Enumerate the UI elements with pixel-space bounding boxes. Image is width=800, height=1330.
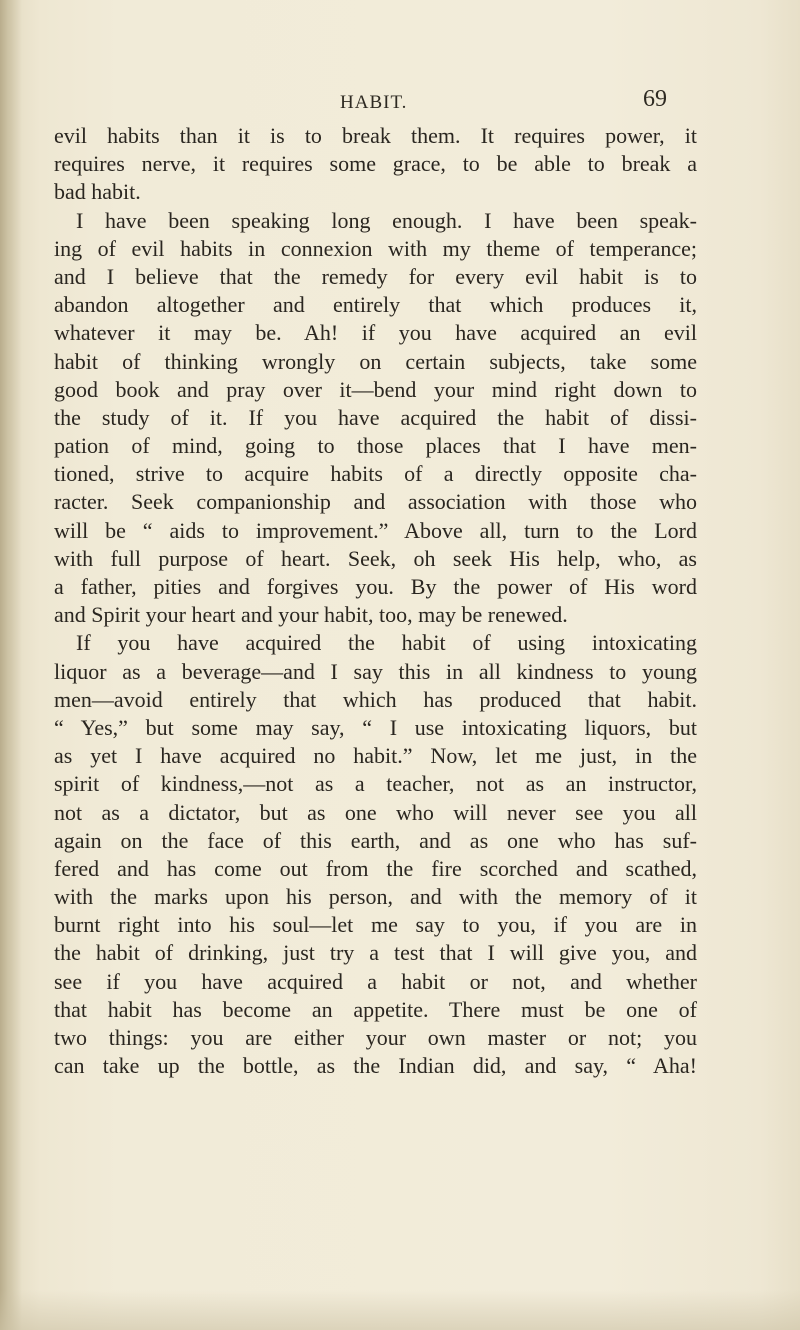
text-line: tioned, strive to acquire habits of a directly opposite cha-: [54, 461, 697, 487]
text-line: fered and has come out from the fire scorched and scathed,: [54, 855, 697, 881]
text-line: ing of evil habits in connexion with my theme of temperance;: [54, 235, 697, 261]
text-line: and I believe that the remedy for every evil habit is to: [54, 263, 697, 289]
page-bottom-shadow: [0, 1290, 800, 1330]
text-line: I have been speaking long enough. I have been speak-: [76, 207, 697, 233]
text-line: as yet I have acquired no habit.” Now, let me just, in the: [54, 743, 697, 769]
text-line: the habit of drinking, just try a test that I will give you, and: [54, 940, 697, 966]
text-line: bad habit.: [54, 179, 141, 205]
text-line: whatever it may be. Ah! if you have acquired an evil: [54, 320, 697, 346]
text-line: men—avoid entirely that which has produced that habit.: [54, 686, 697, 712]
text-line: requires nerve, it requires some grace, to be able to break a: [54, 151, 697, 177]
text-line: not as a dictator, but as one who will never see you all: [54, 799, 697, 825]
page-number: 69: [643, 86, 667, 112]
text-line: abandon altogether and entirely that which produces it,: [54, 292, 697, 318]
text-line: evil habits than it is to break them. It requires power, it: [54, 123, 697, 148]
page-gutter-shadow: [0, 0, 22, 1330]
text-line: will be “ aids to improvement.” Above all, turn to the Lord: [54, 517, 697, 543]
text-line: two things: you are either your own master or not; you: [54, 1025, 697, 1050]
text-line: good book and pray over it—bend your mind right down to: [54, 376, 697, 402]
text-line: racter. Seek companionship and association with those who: [54, 489, 697, 515]
text-line: “ Yes,” but some may say, “ I use intoxicating liquors, but: [54, 714, 697, 740]
text-line: that habit has become an appetite. There must be one of: [54, 996, 697, 1022]
body-text: [54, 122, 697, 1080]
running-head: HABIT.: [340, 92, 408, 113]
text-line: spirit of kindness,—not as a teacher, not as an instructor,: [54, 771, 697, 797]
text-line: the study of it. If you have acquired the habit of dissi-: [54, 404, 697, 430]
text-line: a father, pities and forgives you. By the power of His word: [54, 574, 697, 599]
text-line: and Spirit your heart and your habit, too, may be renewed.: [54, 602, 568, 628]
text-line: burnt right into his soul—let me say to you, if you are in: [54, 912, 697, 938]
text-line: again on the face of this earth, and as one who has suf-: [54, 827, 697, 853]
text-line: with full purpose of heart. Seek, oh seek His help, who, as: [54, 545, 697, 571]
text-line: can take up the bottle, as the Indian did, and say, “ Aha!: [54, 1053, 697, 1079]
text-line: see if you have acquired a habit or not, and whether: [54, 968, 697, 994]
text-line: with the marks upon his person, and with the memory of it: [54, 884, 697, 910]
text-line: pation of mind, going to those places that I have men-: [54, 433, 697, 459]
text-line: habit of thinking wrongly on certain subjects, take some: [54, 348, 697, 374]
text-line: If you have acquired the habit of using intoxicating: [76, 630, 697, 656]
text-line: liquor as a beverage—and I say this in all kindness to young: [54, 658, 697, 684]
